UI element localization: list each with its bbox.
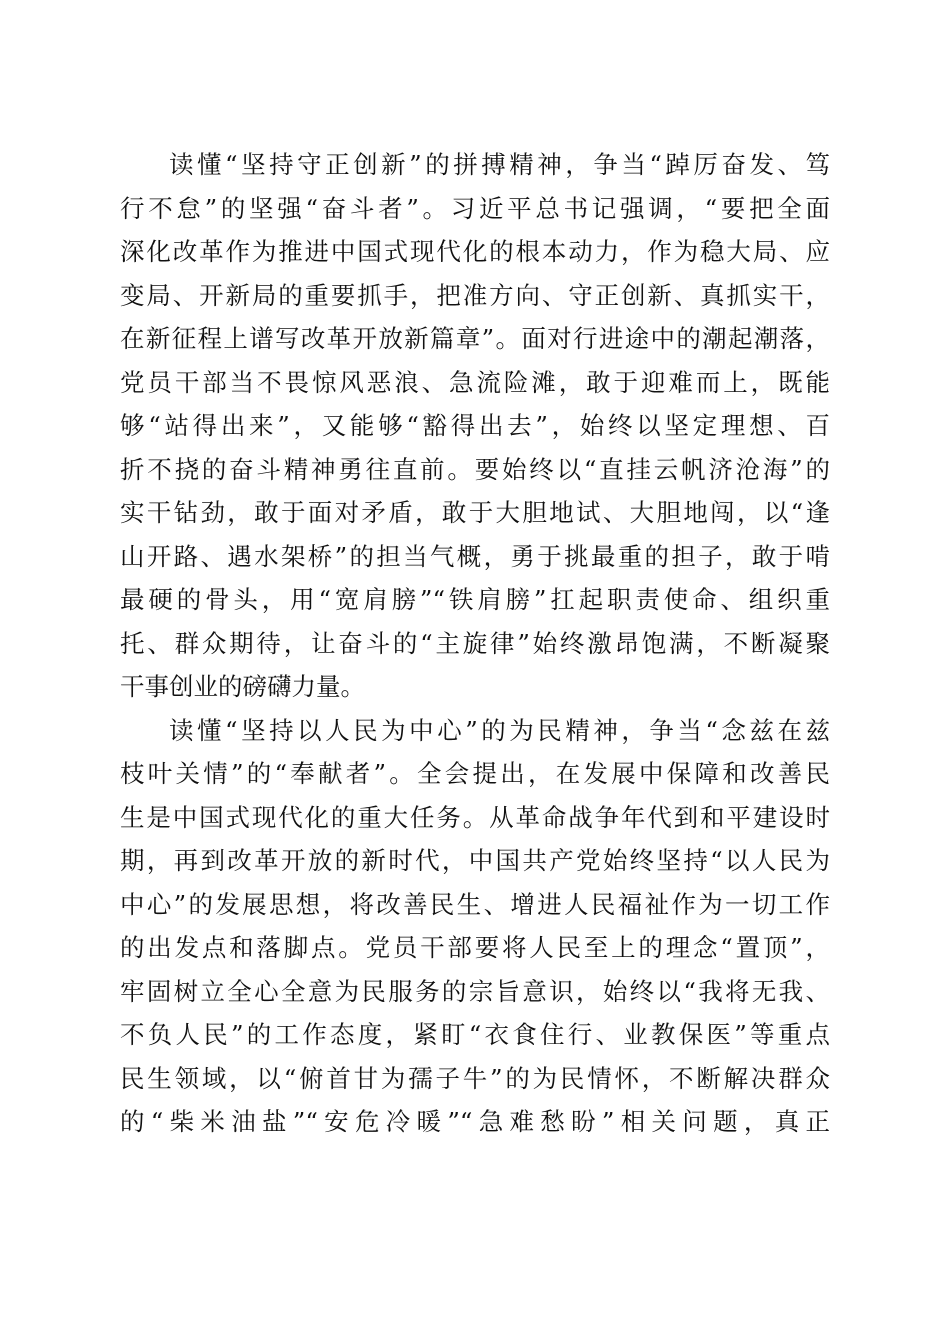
paragraph-2-line-3: 生是中国式现代化的重大任务。从革命战争年代到和平建设时	[120, 802, 830, 832]
paragraph-2-line-6: 的出发点和落脚点。党员干部要将人民至上的理念“置顶”，	[120, 933, 830, 962]
paragraph-2-line-4: 期，再到改革开放的新时代，中国共产党始终坚持“以人民为	[120, 846, 830, 875]
paragraph-1-line-11: 最硬的骨头，用“宽肩膀”“铁肩膀”扛起职责使命、组织重	[120, 585, 830, 614]
paragraph-1-line-8: 折不挠的奋斗精神勇往直前。要始终以“直挂云帆济沧海”的	[120, 454, 830, 484]
paragraph-2-line-8: 不负人民”的工作态度，紧盯“衣食住行、业教保医”等重点	[120, 1020, 830, 1049]
paragraph-1-line-13: 干事创业的磅礴力量。	[120, 672, 365, 701]
paragraph-2-line-9: 民生领域，以“俯首甘为孺子牛”的为民情怀，不断解决群众	[120, 1063, 830, 1093]
body-text	[120, 143, 830, 1144]
paragraph-2-line-1: 读懂“坚持以人民为中心”的为民精神，争当“念兹在兹	[169, 715, 830, 745]
paragraph-1-line-3: 深化改革作为推进中国式现代化的根本动力，作为稳大局、应	[120, 237, 830, 266]
paragraph-1-line-9: 实干钻劲，敢于面对矛盾，敢于大胆地试、大胆地闯，以“逢	[120, 498, 830, 527]
paragraph-1-line-1: 读懂“坚持守正创新”的拼搏精神，争当“踔厉奋发、笃	[169, 150, 830, 179]
paragraph-1-line-2: 行不怠”的坚强“奋斗者”。习近平总书记强调，“要把全面	[120, 193, 830, 223]
paragraph-1-line-10: 山开路、遇水架桥”的担当气概，勇于挑最重的担子，敢于啃	[120, 541, 830, 571]
paragraph-1-line-12: 托、群众期待，让奋斗的“主旋律”始终激昂饱满，不断凝聚	[120, 628, 830, 658]
paragraph-2-line-5: 中心”的发展思想，将改善民生、增进人民福祉作为一切工作	[120, 889, 830, 919]
paragraph-2-line-2: 枝叶关情”的“奉献者”。全会提出，在发展中保障和改善民	[120, 759, 830, 788]
paragraph-2-line-10: 的“柴米油盐”“安危冷暖”“急难愁盼”相关问题，真正	[120, 1107, 830, 1136]
paragraph-1-line-7: 够“站得出来”，又能够“豁得出去”，始终以坚定理想、百	[120, 411, 830, 440]
paragraph-1-line-4: 变局、开新局的重要抓手，把准方向、守正创新、真抓实干，	[120, 280, 830, 310]
paragraph-1-line-5: 在新征程上谱写改革开放新篇章”。面对行进途中的潮起潮落，	[120, 324, 830, 353]
paragraph-2-line-7: 牢固树立全心全意为民服务的宗旨意识，始终以“我将无我、	[120, 976, 830, 1006]
paragraph-1-line-6: 党员干部当不畏惊风恶浪、急流险滩，敢于迎难而上，既能	[120, 367, 830, 397]
